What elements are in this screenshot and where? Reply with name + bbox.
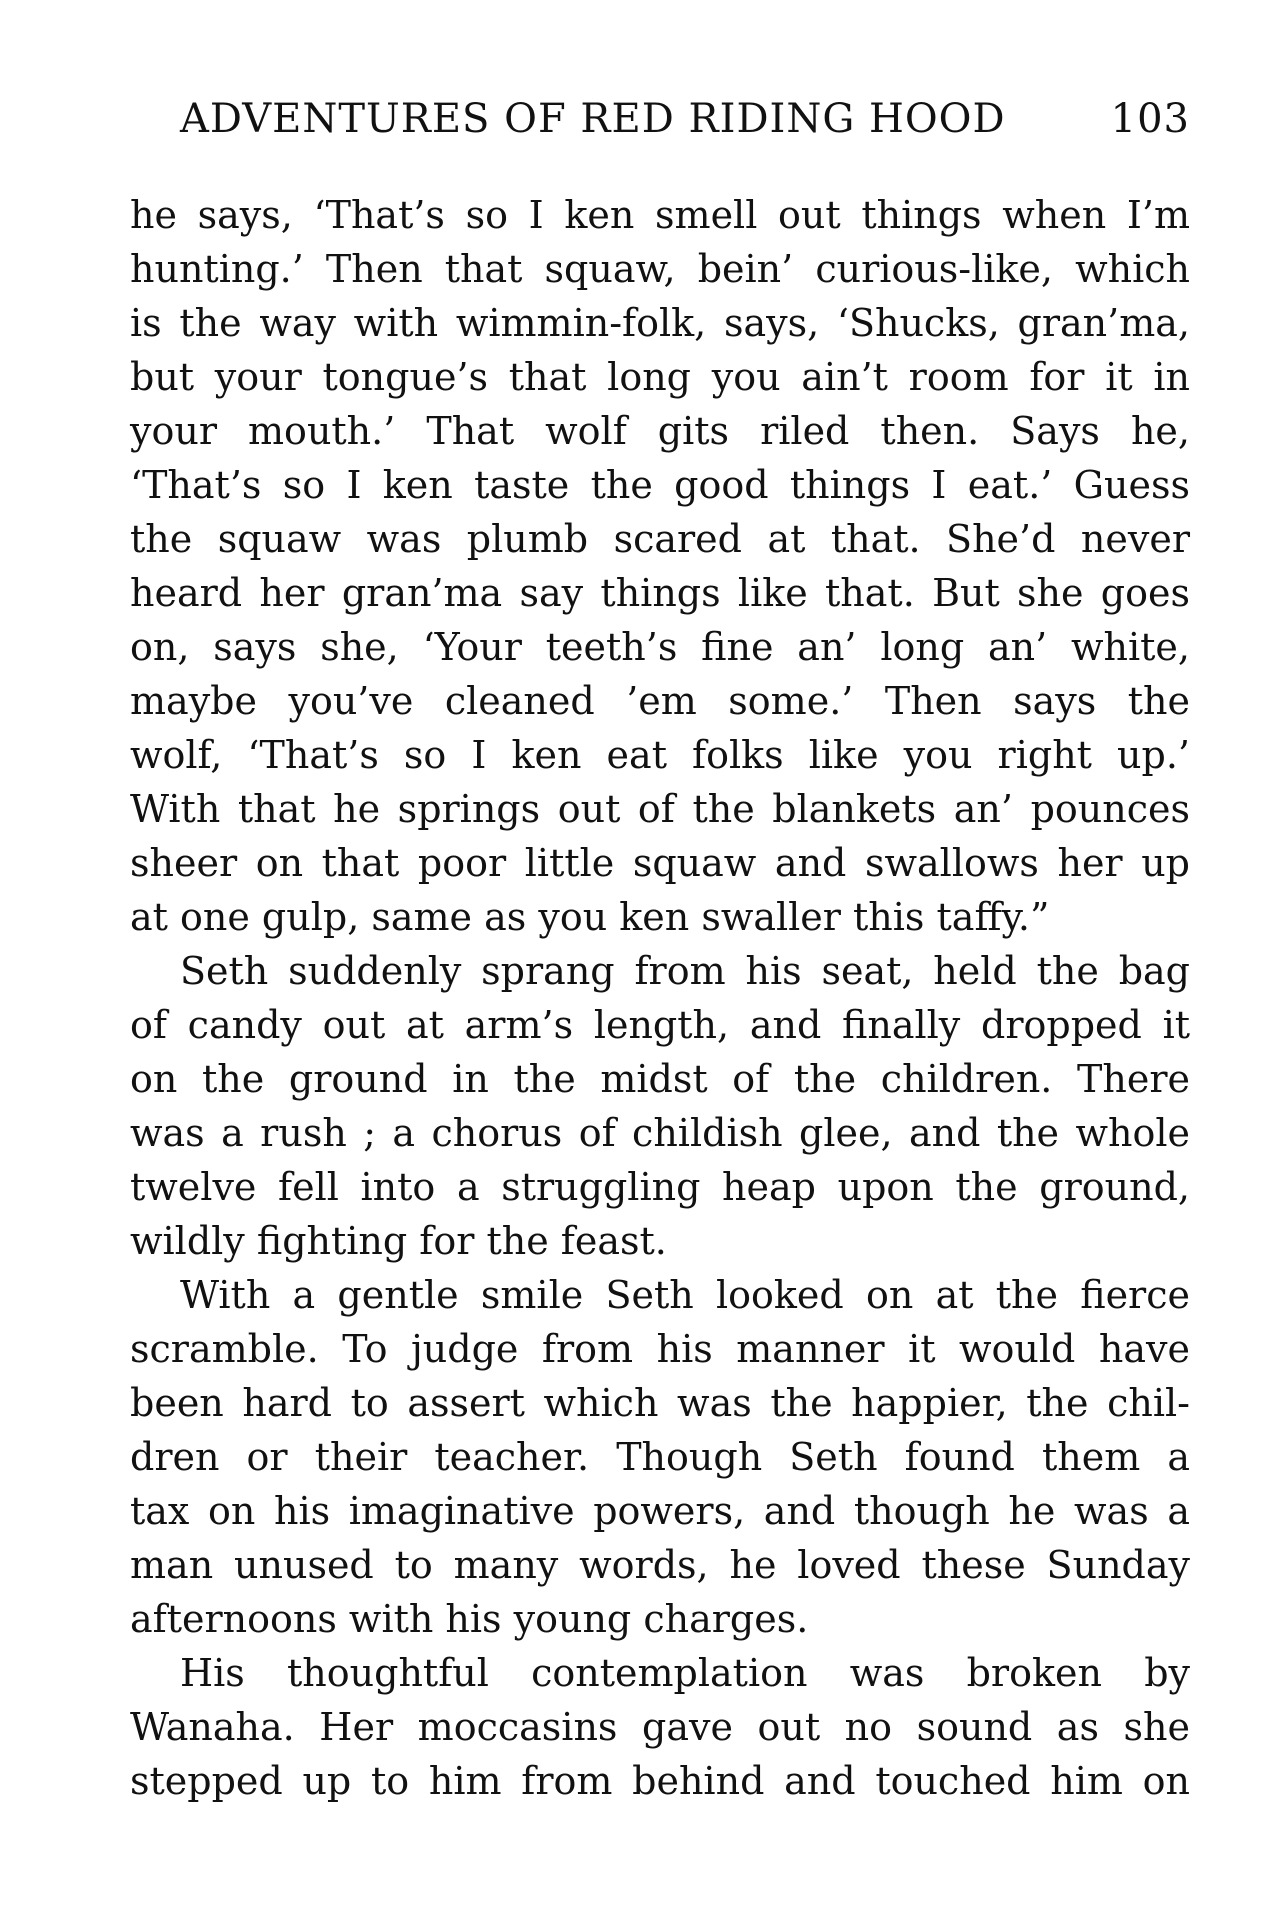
text-line: been hard to assert which was the happier, the chil- bbox=[130, 1381, 1190, 1425]
page-number: 103 bbox=[1110, 96, 1190, 142]
text-line: Seth suddenly sprang from his seat, held the bag bbox=[180, 949, 1190, 993]
body-text bbox=[130, 188, 1190, 1808]
text-line: on the ground in the midst of the children. There bbox=[130, 1057, 1190, 1101]
text-line: tax on his imaginative powers, and though he was a bbox=[130, 1489, 1190, 1533]
text-line: wolf, ‘That’s so I ken eat folks like you right up.’ bbox=[130, 733, 1190, 777]
text-line: hunting.’ Then that squaw, bein’ curious-like, which bbox=[130, 247, 1190, 291]
text-line: afternoons with his young charges. bbox=[130, 1597, 809, 1641]
text-line: Wanaha. Her moccasins gave out no sound as she bbox=[130, 1705, 1190, 1749]
text-line: twelve fell into a struggling heap upon the ground, bbox=[130, 1165, 1190, 1209]
text-line: wildly fighting for the feast. bbox=[130, 1219, 667, 1263]
text-line: was a rush ; a chorus of childish glee, and the whole bbox=[130, 1111, 1190, 1155]
text-line: dren or their teacher. Though Seth found them a bbox=[130, 1435, 1190, 1479]
text-line: of candy out at arm’s length, and finally dropped it bbox=[130, 1003, 1190, 1047]
text-line: With that he springs out of the blankets an’ pounces bbox=[130, 787, 1190, 831]
running-head bbox=[180, 96, 1190, 156]
text-line: ‘That’s so I ken taste the good things I eat.’ Guess bbox=[130, 463, 1190, 507]
paragraph-2 bbox=[130, 944, 1190, 1268]
text-line: maybe you’ve cleaned ’em some.’ Then says the bbox=[130, 679, 1190, 723]
text-line: the squaw was plumb scared at that. She’d never bbox=[130, 517, 1190, 561]
text-line: he says, ‘That’s so I ken smell out things when I’m bbox=[130, 193, 1190, 237]
text-line: sheer on that poor little squaw and swallows her up bbox=[130, 841, 1190, 885]
paragraph-1 bbox=[130, 188, 1190, 944]
text-line: man unused to many words, he loved these Sunday bbox=[130, 1543, 1190, 1587]
text-line: stepped up to him from behind and touched him on bbox=[130, 1759, 1190, 1803]
paragraph-3 bbox=[130, 1268, 1190, 1646]
text-line: but your tongue’s that long you ain’t room for it in bbox=[130, 355, 1190, 399]
text-line: heard her gran’ma say things like that. But she goes bbox=[130, 571, 1190, 615]
running-head-title: ADVENTURES OF RED RIDING HOOD bbox=[180, 96, 1006, 142]
text-line: scramble. To judge from his manner it would have bbox=[130, 1327, 1190, 1371]
text-line: His thoughtful contemplation was broken by bbox=[180, 1651, 1190, 1695]
text-line: at one gulp, same as you ken swaller this taffy.” bbox=[130, 895, 1050, 939]
paragraph-4 bbox=[130, 1646, 1190, 1808]
text-line: your mouth.’ That wolf gits riled then. Says he, bbox=[130, 409, 1190, 453]
text-line: is the way with wimmin-folk, says, ‘Shucks, gran’ma, bbox=[130, 301, 1190, 345]
text-line: on, says she, ‘Your teeth’s fine an’ long an’ white, bbox=[130, 625, 1190, 669]
text-line: With a gentle smile Seth looked on at the fierce bbox=[180, 1273, 1190, 1317]
